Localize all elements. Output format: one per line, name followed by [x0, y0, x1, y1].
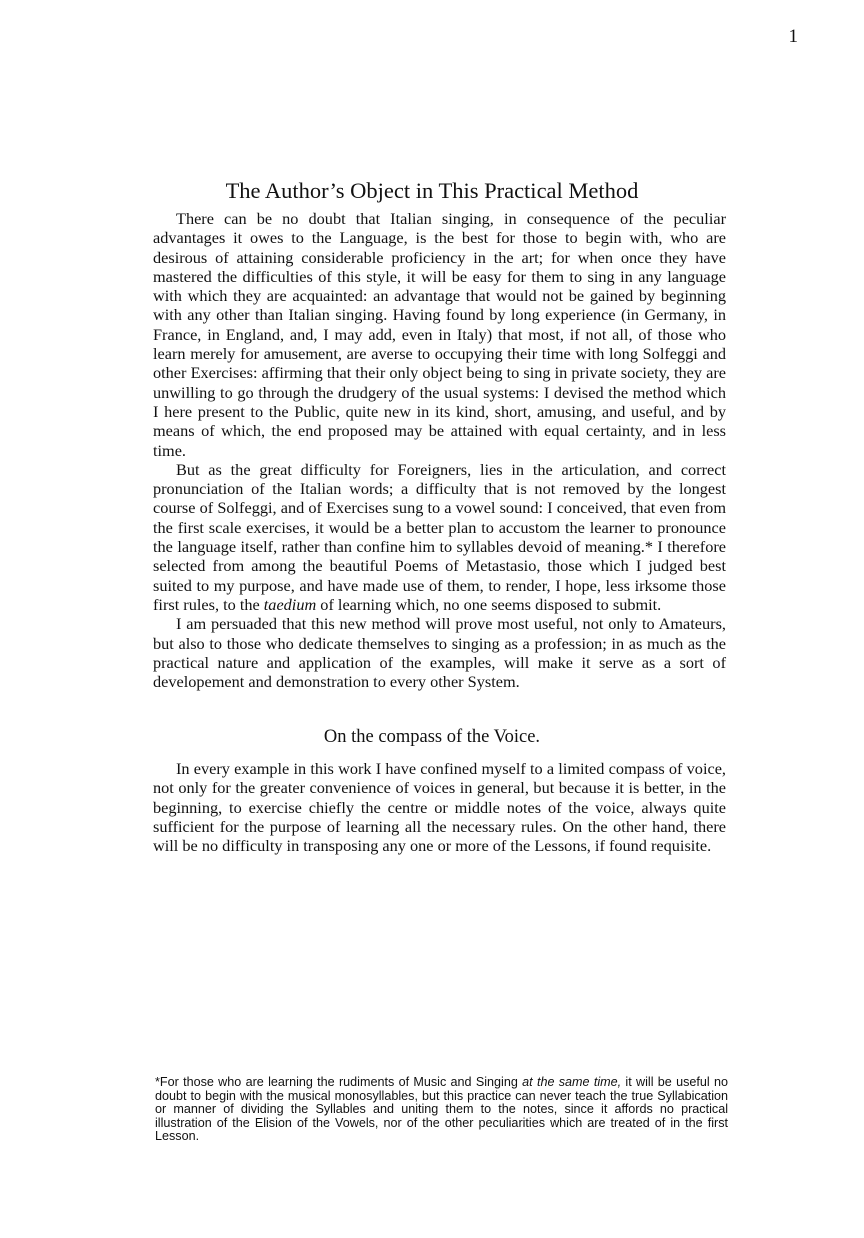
paragraph-text: of learning which, no one seems disposed to submit.: [316, 594, 662, 614]
italic-term: taedium: [263, 594, 317, 614]
page-number: 1: [788, 26, 798, 47]
paragraph: I am persuaded that this new method will prove most useful, not only to Amateurs, but also to those who dedicate themselves to singing as a profession; in as much as the practical nature and application of the examples, will make it serve as a sort of developement and demonstration to every other System.: [153, 614, 726, 692]
section-authors-object-body: [153, 209, 726, 691]
section-title-authors-object: The Author’s Object in This Practical Method: [225, 178, 639, 203]
paragraph-text: But as the great difficulty for Foreigners, lies in the articulation, and correct pronunciation of the Italian words; a difficulty that is not removed by the longest course of Solfeggi, and of Exercises sung to a vowel sound: I conceived, that even from the first scale exercises, it would be a better plan to accustom the learner to pronounce the language itself, rather than confine him to syllables devoid of meaning.* I therefore selected from among the beautiful Poems of Metastasio, those which I judged best suited to my purpose, and have made use of them, to render, I hope, less irksome those first rules, to the: [153, 459, 726, 614]
paragraph: There can be no doubt that Italian singing, in consequence of the peculiar advantages it owes to the Language, is the best for those to begin with, who are desirous of attaining considerable proficiency in the art; for when once they have mastered the difficulties of this style, it will be easy for them to sing in any language with which they are acquainted: an advantage that would not be gained by beginning with any other than Italian singing. Having found by long experience (in Germany, in France, in England, and, I may add, even in Italy) that most, if not all, of those who learn merely for amusement, are averse to occupying their time with long Solfeggi and other Exercises: affirming that their only object being to sing in private society, they are unwilling to go through the drudgery of the usual systems: I devised the method which I here present to the Public, quite new in its kind, short, amusing, and useful, and by means of which, the end proposed may be attained with equal certainty, and in less time.: [153, 209, 726, 460]
paragraph: In every example in this work I have confined myself to a limited compass of voice, not only for the greater convenience of voices in general, but because it is better, in the beginning, to exercise chiefly the centre or middle notes of the voice, always quite sufficient for the purpose of learning all the necessary rules. On the other hand, there will be no difficulty in transposing any one or more of the Lessons, if found requisite.: [153, 759, 726, 856]
section-title-compass: On the compass of the Voice.: [323, 727, 541, 747]
footnote-italic: at the same time,: [522, 1075, 622, 1089]
paragraph: [153, 460, 726, 614]
footnote: [155, 1076, 728, 1144]
footnote-text: it will be useful no doubt to begin with the musical monosyllables, but this practice can never teach the true Syllabication or manner of dividing the Syllables and uniting them to the notes, since it affords no practical illustration of the Elision of the Vowels, nor of the other peculiarities which are treated of in the first Lesson.: [155, 1075, 729, 1144]
section-compass-body: [153, 759, 726, 855]
footnote-text: *For those who are learning the rudiments of Music and Singing: [155, 1075, 523, 1089]
